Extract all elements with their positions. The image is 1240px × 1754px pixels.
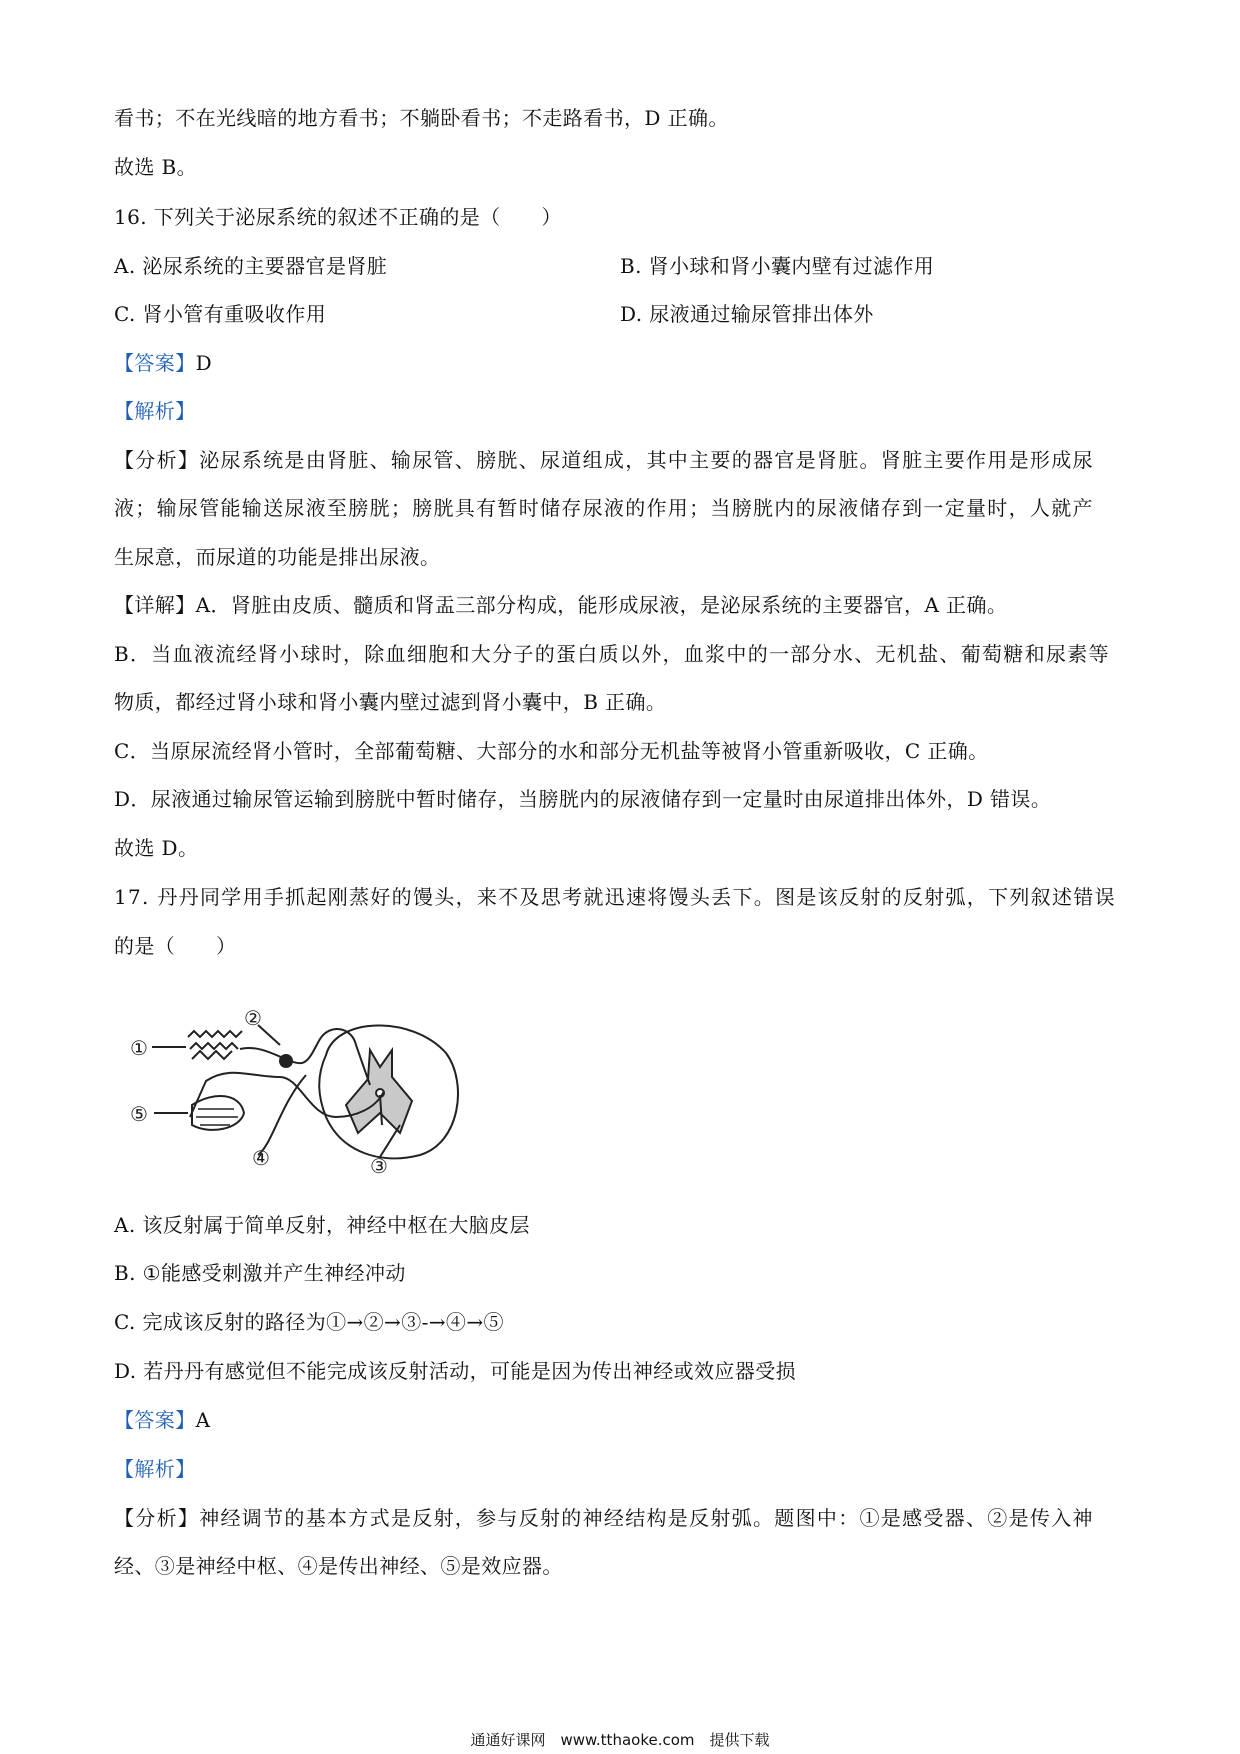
text-line: 物质，都经过肾小球和肾小囊内壁过滤到肾小囊中，B 正确。 [114, 690, 667, 714]
text-line: C．当原尿流经肾小管时，全部葡萄糖、大部分的水和部分无机盐等被肾小管重新吸收，C 正确。 [114, 739, 989, 763]
label-2: ② [244, 1006, 262, 1030]
q16-option-b: B. 肾小球和肾小囊内壁有过滤作用 [620, 254, 935, 278]
ganglion [280, 1055, 292, 1067]
answer-tag: 【答案】 [114, 1408, 196, 1432]
label-3: ③ [370, 1154, 388, 1175]
q17-answer [114, 1406, 210, 1434]
label-5: ⑤ [130, 1102, 148, 1126]
question-17: 17. 丹丹同学用手抓起刚蒸好的馒头，来不及思考就迅速将馒头丢下。图是该反射的反射弧，下列叙述错误 [114, 885, 1116, 909]
text-line: D．尿液通过输尿管运输到膀胱中暂时储存，当膀胱内的尿液储存到一定量时由尿道排出体外，D 错误。 [114, 787, 1052, 811]
q17-option-b: B. ①能感受刺激并产生神经冲动 [114, 1261, 406, 1285]
label-4: ④ [252, 1146, 270, 1170]
q17-fenxi [114, 1504, 1094, 1532]
fenxi-tag: 【分析】 [114, 448, 200, 472]
label-1: ① [130, 1036, 148, 1060]
answer-value: A [195, 1408, 211, 1432]
q17-option-a: A. 该反射属于简单反射，神经中枢在大脑皮层 [114, 1213, 530, 1237]
q17-option-d: D. 若丹丹有感觉但不能完成该反射活动，可能是因为传出神经或效应器受损 [114, 1359, 797, 1383]
q16-option-d: D. 尿液通过输尿管排出体外 [620, 302, 874, 326]
q16-analysis-heading: 【解析】 [114, 399, 196, 423]
text-line: 的是（ ） [114, 934, 237, 958]
text-span: 泌尿系统是由肾脏、输尿管、膀胱、尿道组成，其中主要的器官是肾脏。肾脏主要作用是形成尿 [199, 448, 1094, 472]
text-line: 液；输尿管能输送尿液至膀胱；膀胱具有暂时储存尿液的作用；当膀胱内的尿液储存到一定量时，人就产 [114, 496, 1094, 520]
text-span: 神经调节的基本方式是反射，参与反射的神经结构是反射弧。题图中：①是感受器、②是传入神 [199, 1506, 1094, 1530]
text-line: 经、③是神经中枢、④是传出神经、⑤是效应器。 [114, 1554, 563, 1578]
page-footer: 通通好课网 www.tthaoke.com 提供下载 [470, 1731, 770, 1749]
text-line: 故选 B。 [114, 155, 198, 179]
question-16: 16. 下列关于泌尿系统的叙述不正确的是（ ） [114, 205, 562, 229]
text-line: 看书；不在光线暗的地方看书；不躺卧看书；不走路看书，D 正确。 [114, 106, 729, 130]
q16-xiangjie [114, 591, 1007, 619]
text-span: A．肾脏由皮质、髓质和肾盂三部分构成，能形成尿液，是泌尿系统的主要器官，A 正确。 [195, 593, 1008, 617]
text-line: B．当血液流经肾小球时，除血细胞和大分子的蛋白质以外，血浆中的一部分水、无机盐、葡萄糖和尿素等 [114, 642, 1110, 666]
q16-answer [114, 349, 212, 377]
text-line: 故选 D。 [114, 836, 199, 860]
q16-option-a: A. 泌尿系统的主要器官是肾脏 [114, 254, 388, 278]
q16-option-c: C. 肾小管有重吸收作用 [114, 302, 327, 326]
fenxi-tag: 【分析】 [114, 1506, 200, 1530]
descending-nerve [258, 1075, 306, 1155]
q16-fenxi [114, 446, 1094, 474]
xiangjie-tag: 【详解】 [114, 593, 196, 617]
q17-analysis-heading: 【解析】 [114, 1457, 196, 1481]
answer-tag: 【答案】 [114, 351, 196, 375]
answer-value: D [195, 351, 213, 375]
q17-option-c: C. 完成该反射的路径为①→②→③-→④→⑤ [114, 1310, 504, 1334]
receptor-skin [188, 1031, 242, 1059]
reflex-arc-figure [130, 1005, 470, 1175]
text-line: 生尿意，而尿道的功能是排出尿液。 [114, 545, 441, 569]
